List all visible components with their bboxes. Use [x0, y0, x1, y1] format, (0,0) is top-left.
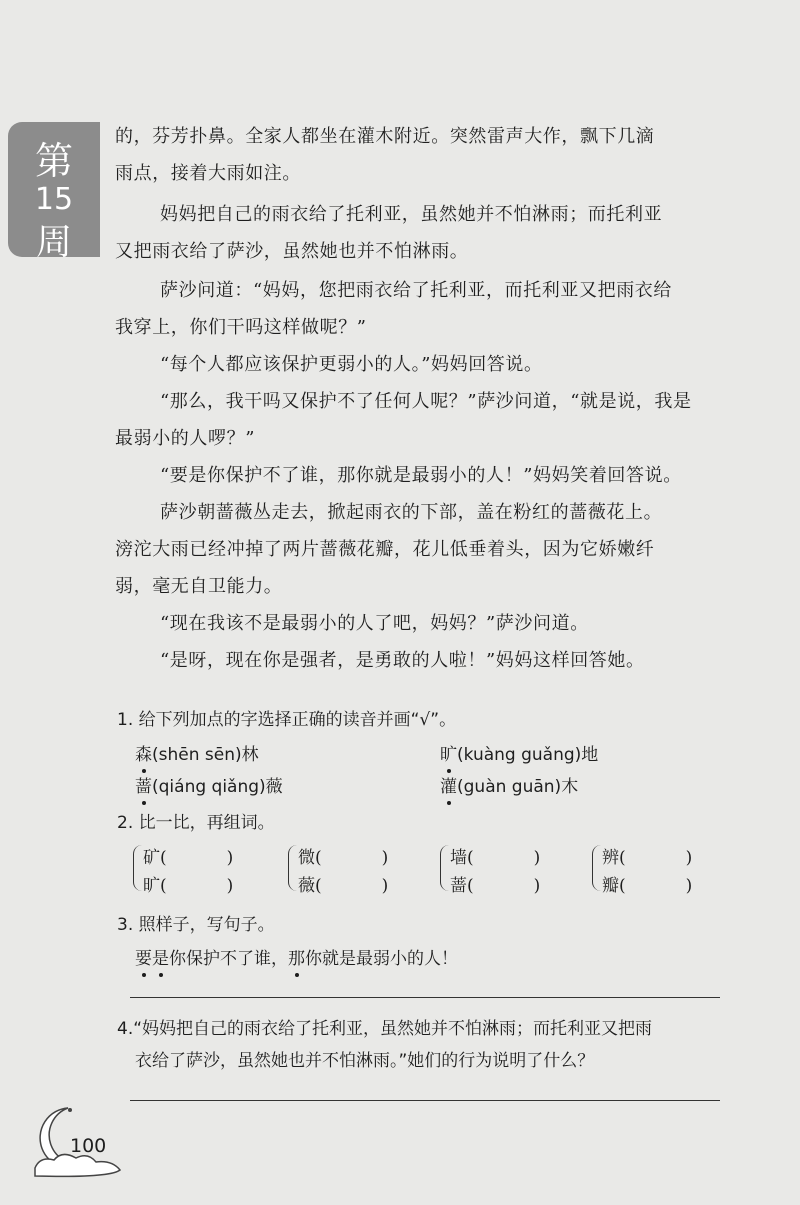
story-line: “那么，我干吗又保护不了任何人呢？”萨沙问道，“就是说，我是	[160, 391, 692, 412]
page-number: 100	[70, 1135, 107, 1157]
question-3-prompt: 3. 照样子，写句子。	[117, 915, 275, 935]
story-line: 雨点，接着大雨如注。	[115, 163, 301, 184]
story-line: “要是你保护不了谁，那你就是最弱小的人！”妈妈笑着回答说。	[160, 465, 682, 486]
pinyin-item: 旷(kuàng guǎng)地	[440, 740, 598, 765]
answer-line[interactable]	[130, 1100, 720, 1101]
story-line: 妈妈把自己的雨衣给了托利亚，虽然她并不怕淋雨；而托利亚	[160, 204, 663, 225]
question-2-prompt: 2. 比一比，再组词。	[117, 813, 275, 833]
week-tab-suffix: 周	[35, 222, 72, 263]
pinyin-item: 灌(guàn guān)木	[440, 772, 578, 797]
answer-line[interactable]	[130, 997, 720, 998]
pinyin-item: 森(shēn sēn)林	[135, 740, 259, 765]
example-sentence: 要是你保护不了谁，那你就是最弱小的人！	[135, 944, 458, 969]
question-1-prompt: 1. 给下列加点的字选择正确的读音并画“√”。	[117, 710, 457, 730]
story-line: 萨沙问道：“妈妈，您把雨衣给了托利亚，而托利亚又把雨衣给	[160, 280, 672, 301]
compare-group: 墙( ) 蔷( )	[440, 843, 560, 895]
story-line: “现在我该不是最弱小的人了吧，妈妈？”萨沙问道。	[160, 613, 589, 634]
pinyin-item: 蔷(qiáng qiǎng)薇	[135, 772, 283, 797]
story-line: “是呀，现在你是强者，是勇敢的人啦！”妈妈这样回答她。	[160, 650, 645, 671]
story-line: 最弱小的人啰？”	[115, 428, 256, 449]
story-line: 滂沱大雨已经冲掉了两片蔷薇花瓣，花儿低垂着头，因为它娇嫩纤	[115, 539, 655, 560]
story-line: 我穿上，你们干吗这样做呢？”	[115, 317, 367, 338]
story-line: “每个人都应该保护更弱小的人。”妈妈回答说。	[160, 354, 543, 375]
story-line: 又把雨衣给了萨沙，虽然她也并不怕淋雨。	[115, 241, 469, 262]
compare-group: 矿( ) 旷( )	[133, 843, 253, 895]
question-4-prompt-cont: 衣给了萨沙，虽然她也并不怕淋雨。”她们的行为说明了什么？	[135, 1051, 595, 1071]
compare-group: 微( ) 薇( )	[288, 843, 408, 895]
week-tab-prefix: 第	[34, 139, 73, 183]
compare-group: 辨( ) 瓣( )	[592, 843, 712, 895]
story-line: 萨沙朝蔷薇丛走去，掀起雨衣的下部，盖在粉红的蔷薇花上。	[160, 502, 663, 523]
story-line: 弱，毫无自卫能力。	[115, 576, 283, 597]
question-4-prompt: 4.“妈妈把自己的雨衣给了托利亚，虽然她并不怕淋雨；而托利亚又把雨	[117, 1019, 653, 1039]
week-tab-number: 15	[34, 182, 74, 217]
week-tab	[8, 122, 100, 263]
story-line: 的，芬芳扑鼻。全家人都坐在灌木附近。突然雷声大作，飘下几滴	[115, 126, 655, 147]
